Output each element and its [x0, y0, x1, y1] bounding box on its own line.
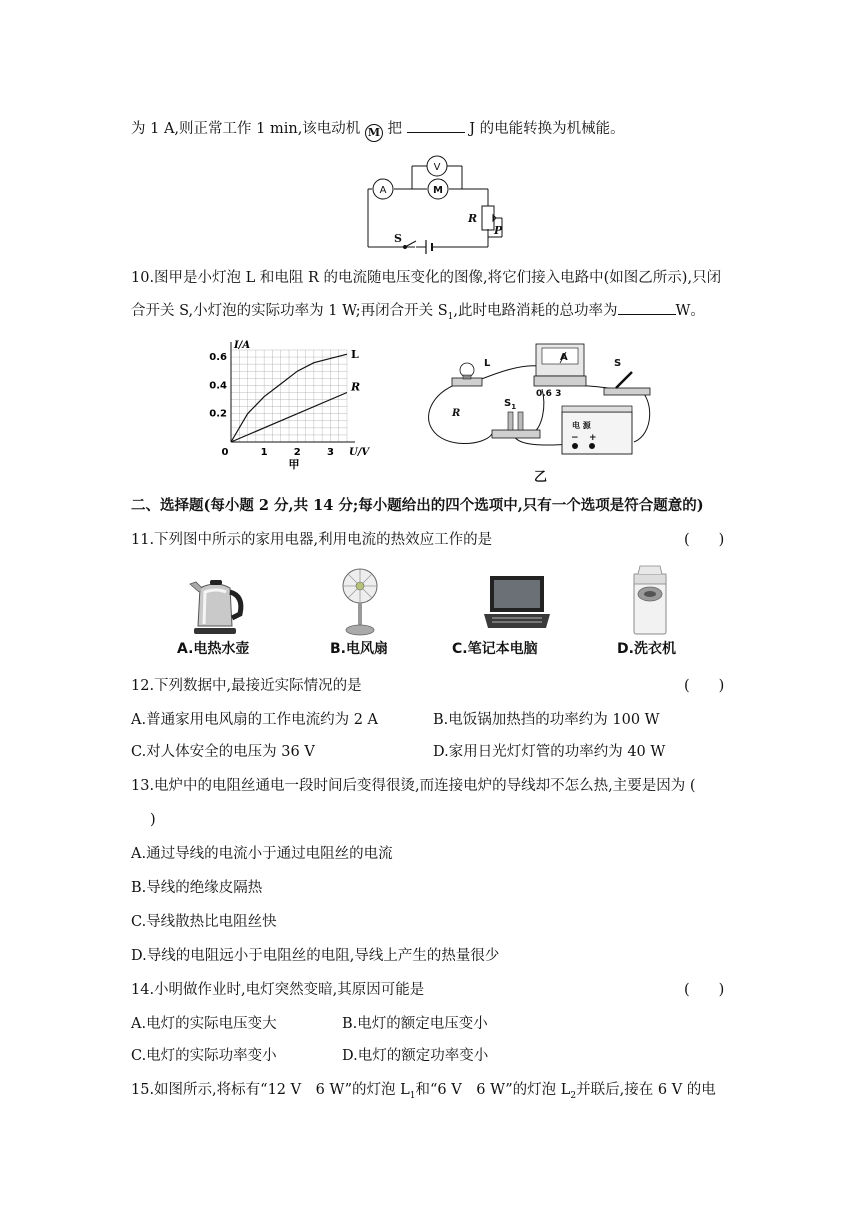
q15-text-2: 和“6 V 6 W”的灯泡 L: [415, 1082, 571, 1098]
q11-stem: 11.下列图中所示的家用电器,利用电流的热效应工作的是: [131, 532, 493, 548]
q10-sub: 1: [447, 311, 454, 322]
resistor-label: R: [468, 212, 478, 225]
circuit-diagram-1: [360, 152, 510, 256]
circuit-diagram-2: [424, 334, 664, 464]
q12-option-a[interactable]: A.普通家用电风扇的工作电流约为 2 A: [131, 712, 378, 728]
slider-label: P: [494, 224, 503, 237]
motor-symbol-icon: M: [365, 124, 383, 142]
q14-stem: 14.小明做作业时,电灯突然变暗,其原因可能是: [131, 982, 425, 998]
series-label-L: L: [351, 348, 359, 362]
series-label-R: R: [351, 380, 361, 394]
switch-s: [604, 372, 650, 395]
iu-chart: [205, 334, 375, 471]
switch-label: S: [394, 232, 402, 245]
y-tick-label: 0.4: [209, 380, 227, 392]
q10-line1: 10.图甲是小灯泡 L 和电阻 R 的电流随电压变化的图像,将它们接入电路中(如图乙所示),只闭: [131, 270, 722, 286]
y-tick-label: 0.2: [209, 408, 227, 420]
switch-s1-label: $S_1$: [504, 398, 517, 411]
q9-text-c: J 的电能转换为机械能。: [469, 121, 625, 137]
ammeter-label: A: [379, 185, 387, 196]
y-tick-label: 0.6: [209, 352, 227, 364]
kettle-image: [186, 566, 246, 638]
power-minus: −: [571, 433, 579, 443]
q10-text-c: W。: [675, 303, 705, 319]
q15-text-1: 15.如图所示,将标有“12 V 6 W”的灯泡 L: [131, 1082, 410, 1098]
q12-option-b[interactable]: B.电饭锅加热挡的功率约为 100 W: [433, 712, 660, 728]
q13-stem: 13.电炉中的电阻丝通电一段时间后变得很烫,而连接电炉的导线却不怎么热,主要是因为 (: [131, 778, 696, 794]
q12-stem: 12.下列数据中,最接近实际情况的是: [131, 678, 362, 694]
ammeter-box: [534, 344, 586, 386]
q13-option-c[interactable]: C.导线散热比电阻丝快: [131, 914, 277, 930]
q10-answer-blank[interactable]: [618, 300, 676, 315]
q13-option-d[interactable]: D.导线的电阻远小于电阻丝的电阻,导线上产生的热量很少: [131, 948, 500, 964]
fan-image: [338, 566, 382, 638]
q9-line: [131, 118, 625, 142]
q11-option-b[interactable]: B.电风扇: [330, 641, 388, 657]
q9-answer-blank[interactable]: [407, 118, 465, 133]
q11-answer-paren[interactable]: ( ): [684, 532, 725, 548]
x-tick-label: 1: [260, 447, 268, 458]
q10-text-b: ,此时电路消耗的总功率为: [453, 303, 618, 319]
q9-text-a: 为 1 A,则正常工作 1 min,该电动机: [131, 121, 361, 137]
meter-symbol: A: [560, 352, 568, 363]
x-tick-label: 2: [293, 447, 301, 458]
q12-option-c[interactable]: C.对人体安全的电压为 36 V: [131, 744, 315, 760]
q12-option-d[interactable]: D.家用日光灯灯管的功率约为 40 W: [433, 744, 666, 760]
q13-stem-end[interactable]: ): [150, 812, 156, 828]
section2-heading: 二、选择题(每小题 2 分,共 14 分;每小题给出的四个选项中,只有一个选项是符合题意的): [131, 497, 704, 514]
switch-s1: [492, 412, 540, 438]
q15-text-3: 并联后,接在 6 V 的电: [576, 1082, 716, 1098]
q14-answer-paren[interactable]: ( ): [684, 982, 725, 998]
meter-range-label: 0.6 3: [536, 389, 562, 399]
x-axis-label: U/V: [349, 447, 370, 458]
q11-option-c[interactable]: C.笔记本电脑: [452, 641, 538, 657]
q13-option-a[interactable]: A.通过导线的电流小于通过电阻丝的电流: [131, 846, 393, 862]
laptop-image: [480, 574, 554, 634]
q11-option-a[interactable]: A.电热水壶: [177, 641, 250, 657]
switch-s-label: S: [614, 358, 622, 369]
q10-line2: [131, 300, 705, 327]
q15-sub-1: 1: [409, 1090, 416, 1101]
q13-option-b[interactable]: B.导线的绝缘皮隔热: [131, 880, 263, 896]
voltmeter-label: V: [433, 162, 441, 173]
q15-sub-2: 2: [570, 1090, 577, 1101]
q15-line: [131, 1080, 716, 1106]
x-tick-label: 3: [326, 447, 334, 458]
motor-label: M: [433, 185, 443, 196]
chart-caption: 甲: [288, 458, 300, 471]
q9-text-b: 把: [387, 121, 403, 137]
power-supply: [562, 406, 632, 454]
lamp-assembly: [452, 363, 482, 386]
q14-option-d[interactable]: D.电灯的额定功率变小: [342, 1048, 489, 1064]
resistor2-label: R: [452, 408, 461, 419]
x-tick-label: 0: [221, 447, 229, 458]
q14-option-b[interactable]: B.电灯的额定电压变小: [342, 1016, 488, 1032]
q14-option-a[interactable]: A.电灯的实际电压变大: [131, 1016, 277, 1032]
washing-machine-image: [626, 566, 674, 638]
q11-option-d[interactable]: D.洗衣机: [617, 641, 676, 657]
lamp-label: L: [484, 358, 491, 369]
power-plus: +: [589, 433, 597, 443]
circuit2-caption: 乙: [534, 470, 548, 485]
q14-option-c[interactable]: C.电灯的实际功率变小: [131, 1048, 277, 1064]
q10-text-a: 合开关 S,小灯泡的实际功率为 1 W;再闭合开关 S: [131, 303, 448, 319]
y-axis-label: I/A: [234, 340, 251, 351]
power-label: 电 源: [572, 421, 591, 430]
q12-answer-paren[interactable]: ( ): [684, 678, 725, 694]
